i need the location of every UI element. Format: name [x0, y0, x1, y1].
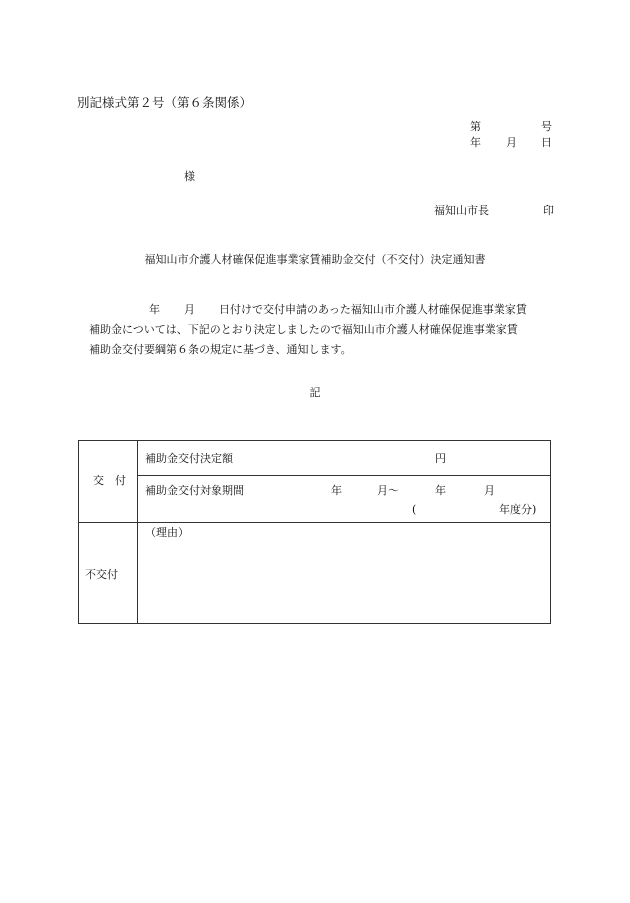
notice-body	[89, 300, 559, 360]
seal-mark: 印	[543, 204, 554, 217]
fiscal-year-open: (	[412, 503, 417, 516]
nongrant-label: 不交付	[85, 568, 118, 581]
document-title: 福知山市介護人材確保促進事業家賃補助金交付（不交付）決定通知書	[144, 253, 486, 266]
body-line-1-rest: 日付けで交付申請のあった福知山市介護人材確保促進事業家賃	[219, 303, 527, 316]
amount-unit: 円	[435, 452, 446, 465]
number-prefix: 第	[470, 120, 481, 133]
period-start-month: 月～	[377, 484, 399, 497]
body-year: 年	[149, 303, 160, 316]
body-line-1	[89, 300, 559, 320]
ki-heading: 記	[309, 386, 321, 399]
number-suffix: 号	[541, 120, 552, 133]
period-label: 補助金交付対象期間	[145, 484, 244, 497]
amount-label: 補助金交付決定額	[145, 452, 233, 465]
date-year: 年	[470, 136, 481, 149]
addressee-honorific: 様	[184, 170, 195, 183]
body-line-3: 補助金交付要綱第６条の規定に基づき、通知します。	[89, 343, 352, 356]
date-month: 月	[506, 136, 517, 149]
issuer-name: 福知山市長	[434, 204, 489, 217]
period-end-year: 年	[435, 484, 446, 497]
date-day: 日	[541, 136, 552, 149]
period-end-month: 月	[484, 484, 495, 497]
body-line-2: 補助金については、下記のとおり決定しましたので福知山市介護人材確保促進事業家賃	[89, 323, 518, 336]
period-start-year: 年	[331, 484, 342, 497]
fiscal-year-label: 年度分)	[499, 503, 537, 516]
form-identifier: 別記様式第２号（第６条関係）	[77, 95, 253, 110]
grant-label: 交 付	[93, 474, 126, 487]
decision-table	[78, 440, 551, 624]
body-month: 月	[184, 303, 195, 316]
reason-label: （理由）	[145, 526, 189, 539]
